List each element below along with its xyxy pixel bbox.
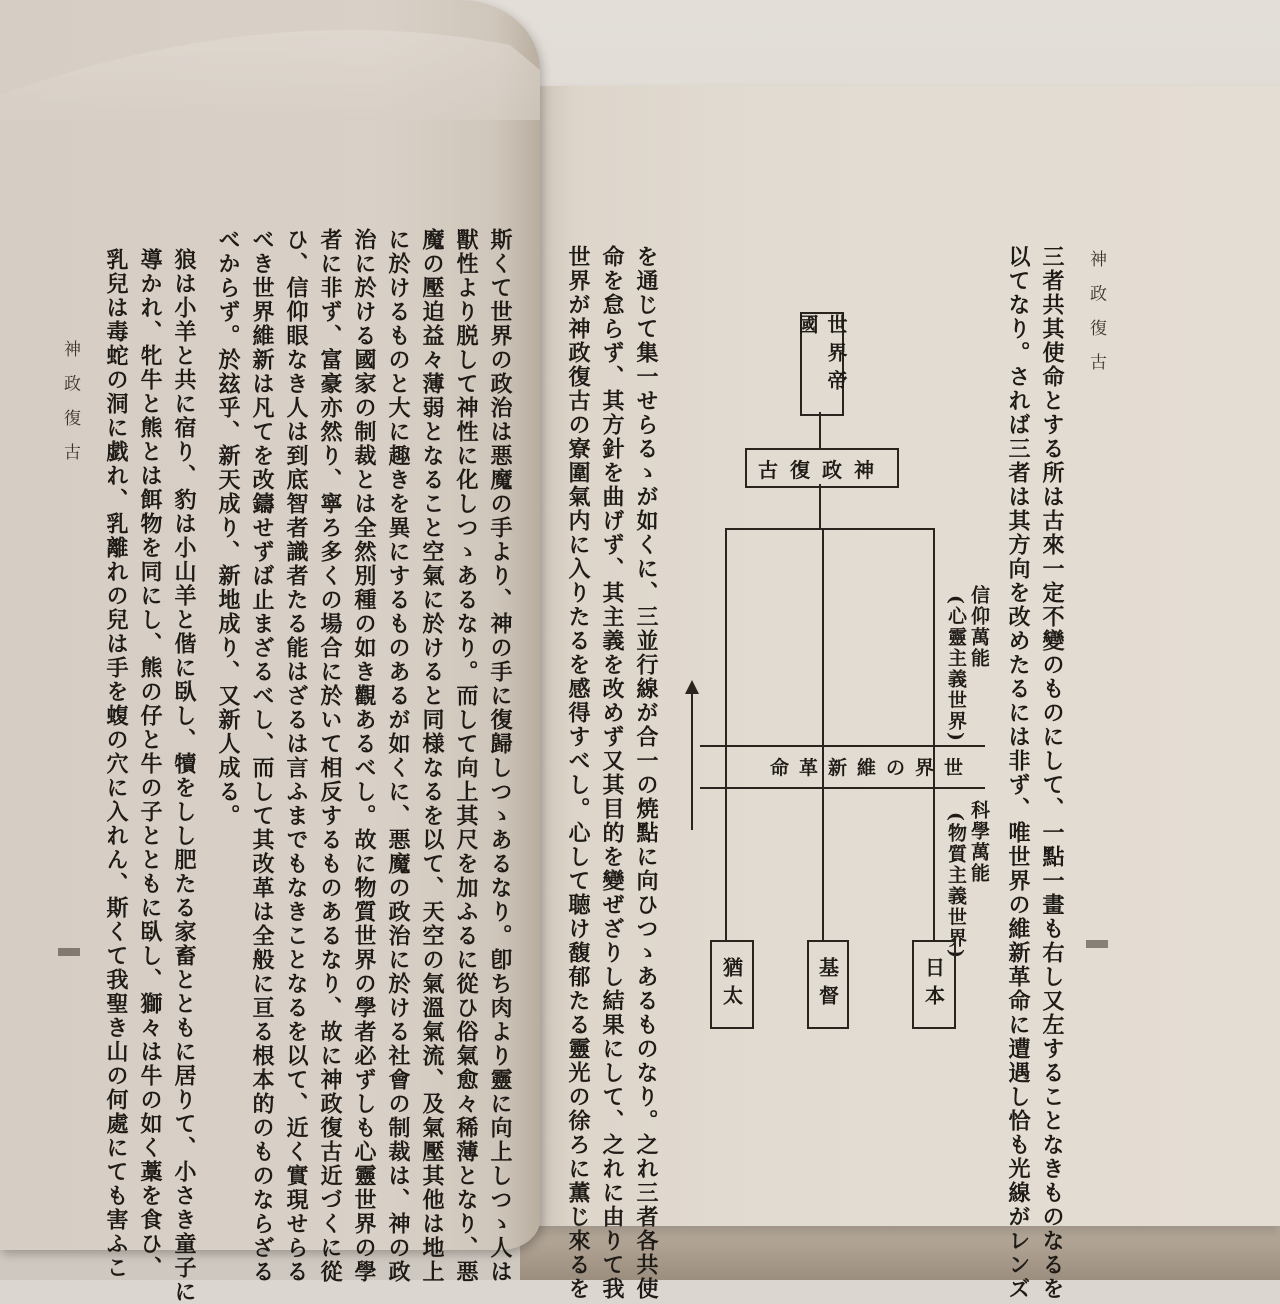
left-text-column-9: べからず。於玆乎、新天成り、新地成り、又新人成る。 xyxy=(215,228,241,828)
connector-line xyxy=(819,484,821,529)
right-text-column-3: を通じて集一せらるゝが如くに、三並行線が合一の焼點に向ひつゝあるものなり。之れ三者各共使 xyxy=(633,245,659,1301)
left-text-column-7: ひ、信仰眼なき人は到底智者識者たる能はざるは言ふまでもなきことなるを以て、近く實現せらる xyxy=(283,228,309,1284)
band-line-top xyxy=(700,745,985,747)
band-line-bottom xyxy=(700,787,985,789)
left-text-column-4: に於けるものと大に趣きを異にするものあるが如くに、悪魔の政治に於ける社會の制裁は、神の政 xyxy=(385,228,411,1284)
left-text-column-6: 者に非ず、富豪亦然り、寧ろ多くの場合に於いて相反するものあるなり、故に神政復古近づくに從 xyxy=(317,228,343,1284)
right-page-number-mark xyxy=(1086,940,1108,948)
restoration-box: 神政復古 xyxy=(745,448,899,488)
left-text-column-11: 導かれ、牝牛と熊とは餌物を同にし、熊の仔と牛の子とともに臥し、獅々は牛の如く藁を食ひ、 xyxy=(137,248,163,1280)
diagram-line-right xyxy=(933,528,935,940)
right-text-column-2: 以てなり。されば三者は其方向を改めたるには非ず、唯世界の維新革命に遭遇し恰も光線がレンズ xyxy=(1005,245,1031,1301)
left-running-footer: 神 政 復 古 xyxy=(60,340,80,467)
root-box-christ: 基督 xyxy=(807,940,849,1029)
faith-sublabel: (心靈主義世界) xyxy=(945,595,967,743)
right-text-column-4: 命を怠らず、其方針を曲げず、其主義を改めず又其目的を變ぜざりし結果にして、之れに由りて我 xyxy=(599,245,625,1301)
left-page-number-mark xyxy=(58,948,80,956)
arrow-shaft xyxy=(691,690,693,830)
root-box-japan: 日本 xyxy=(912,940,956,1029)
diagram-line-middle xyxy=(822,528,824,940)
science-label: 科學萬能 xyxy=(968,800,990,884)
diagram-frame-top xyxy=(725,528,935,530)
science-sublabel: (物質主義世界) xyxy=(945,812,967,960)
connector-line xyxy=(819,412,821,448)
band-label: 世界の維新革命 xyxy=(770,757,974,779)
faith-label: 信仰萬能 xyxy=(968,585,990,669)
right-text-column-5: 世界が神政復古の寮圍氣内に入りたるを感得すべし。心して聴け馥郁たる靈光の徐ろに薫じ來るを xyxy=(565,245,591,1301)
left-text-column-8: べき世界維新は凡てを改鑄せずば止まざるべし、而して其改革は全般に亘る根本的のものならざる xyxy=(249,228,275,1284)
left-text-column-12: 乳兒は毒蛇の洞に戯れ、乳離れの兒は手を蝮の穴に入れん、斯くて我聖き山の何處にても害ふこ xyxy=(103,248,129,1280)
right-text-column-1: 三者共其使命とする所は古來一定不變のものにして、一點一畫も右し又左することなきものなるを xyxy=(1039,245,1065,1301)
left-text-column-5: 治に於ける國家の制裁とは全然別種の如き觀あるべし。故に物質世界の學者必ずしも心靈世界の學 xyxy=(351,228,377,1284)
diagram-line-left xyxy=(725,528,727,940)
right-running-header: 神 政 復 古 xyxy=(1086,250,1106,377)
left-text-column-1: 斯くて世界の政治は悪魔の手より、神の手に復歸しつゝあるなり。卽ち肉より靈に向上しつゝ人は xyxy=(487,228,513,1284)
left-text-column-2: 獸性より脱して神性に化しつゝあるなり。而して向上其尺を加ふるに從ひ俗氣愈々稀薄となり、悪 xyxy=(453,228,479,1284)
left-text-column-3: 魔の壓迫益々薄弱となること空氣に於けると同様なるを以て、天空の氣溫氣流、及氣壓其他は地上 xyxy=(419,228,445,1284)
root-box-judea: 猶太 xyxy=(710,940,754,1029)
left-text-column-10: 狼は小羊と共に宿り、豹は小山羊と偕に臥し、犢をしし肥たる家畜とともに居りて、小さき童子に xyxy=(171,248,197,1304)
arrow-up-icon xyxy=(685,680,699,694)
world-empire-box: 世界帝國 xyxy=(800,312,844,416)
